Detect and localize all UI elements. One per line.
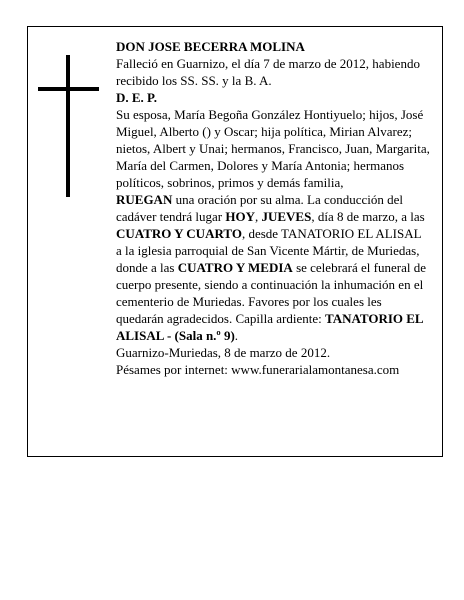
hoy-label: HOY xyxy=(225,209,255,224)
cross-horizontal-bar xyxy=(38,87,99,91)
ruegan-label: RUEGAN xyxy=(116,192,173,207)
place-and-date: Guarnizo-Muriedas, 8 de marzo de 2012. xyxy=(116,345,331,360)
latin-cross-icon xyxy=(38,55,99,197)
chapel-location: TANATORIO EL ALISAL - (Sala n.º 9) xyxy=(116,311,423,343)
funeral-details xyxy=(116,191,430,344)
mass-time: CUATRO Y MEDIA xyxy=(177,260,293,275)
rip-abbreviation: D. E. P. xyxy=(116,90,158,105)
funeral-text-part: . xyxy=(234,328,239,343)
funeral-text-part: se celebrará el funeral de cuerpo presente, siendo a continuación la inhumación en el cementerio de Muriedas. Favores por los cuales les quedarán agradecidos. Capilla ardiente: xyxy=(116,260,426,326)
cross-vertical-bar xyxy=(66,55,70,197)
funeral-text-part: una oración por su alma. La conducción del cadáver tendrá lugar xyxy=(116,192,404,224)
weekday-label: JUEVES xyxy=(261,209,312,224)
death-announcement: Falleció en Guarnizo, el día 7 de marzo de 2012, habiendo recibido los SS. SS. y la B. A. xyxy=(116,56,420,88)
funeral-text-part: , desde TANATORIO EL ALISAL a la iglesia parroquial de San Vicente Mártir, de Muriedas, donde a las xyxy=(116,226,422,275)
deceased-name: DON JOSE BECERRA MOLINA xyxy=(116,39,305,54)
family-list: Su esposa, María Begoña González Hontiyuelo; hijos, José Miguel, Alberto () y Oscar; hija política, Mirian Alvarez; nietos, Albert y Unai; hermanos, Francisco, Juan, Margarita, María del Carmen, Dolores y María Antonia; hermanos políticos, sobrinos, primos y demás familia, xyxy=(116,107,430,190)
procession-time: CUATRO Y CUARTO xyxy=(116,226,242,241)
condolences-line: Pésames por internet: www.funerarialamontanesa.com xyxy=(116,362,400,377)
funeral-text-part: , día 8 de marzo, a las xyxy=(311,209,425,224)
obituary-text xyxy=(116,38,430,378)
funeral-text-part: , xyxy=(254,209,262,224)
